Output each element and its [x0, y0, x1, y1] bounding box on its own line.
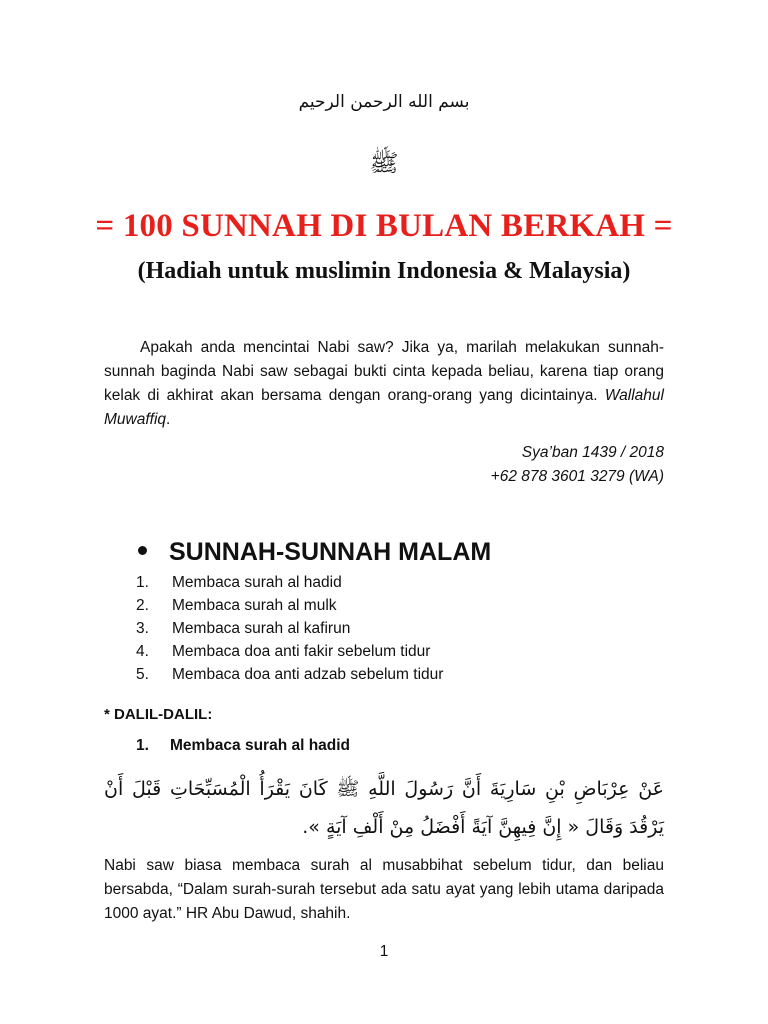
list-item-number: 2.	[136, 597, 149, 614]
list-item-text: Membaca surah al hadid	[172, 574, 342, 591]
list-item	[104, 571, 664, 594]
basmala: بسم الله الرحمن الرحيم	[298, 92, 470, 112]
list-item-text: Membaca surah al kafirun	[172, 620, 351, 637]
list-item-number: 3.	[136, 620, 149, 637]
meta-contact: +62 878 3601 3279 (WA)	[490, 468, 664, 485]
intro-closing-punct: .	[166, 411, 171, 428]
page-number: 1	[379, 943, 389, 960]
bullet-icon	[138, 546, 147, 555]
intro-closing: Wallahul Muwaffiq	[104, 387, 664, 428]
page-subtitle: (Hadiah untuk muslimin Indonesia & Malaysia)	[137, 258, 631, 284]
list-item-text: Membaca surah al mulk	[172, 597, 337, 614]
dalil-label: * DALIL-DALIL:	[104, 706, 213, 723]
section-heading-text: SUNNAH-SUNNAH MALAM	[169, 538, 492, 566]
intro-text: Apakah anda mencintai Nabi saw? Jika ya, marilah melakukan sunnah-sunnah baginda Nabi saw sebagai bukti cinta kepada beliau, karena tiap orang kelak di akhirat akan bersama dengan orang-orang yang dicintainya.	[104, 339, 664, 404]
list-item	[104, 640, 664, 663]
intro-paragraph	[104, 336, 664, 432]
dalil-item-title: Membaca surah al hadid	[170, 737, 351, 754]
hadith-translation: Nabi saw biasa membaca surah al musabbihat sebelum tidur, dan beliau bersabda, “Dalam surah-surah tersebut ada satu ayat yang lebih utama daripada 1000 ayat.” HR Abu Dawud, shahih.	[104, 857, 664, 922]
list-item	[104, 617, 664, 640]
list-item-number: 4.	[136, 643, 149, 660]
list-item-number: 1.	[136, 574, 149, 591]
dalil-item-number: 1.	[136, 737, 149, 754]
night-sunnah-list	[104, 571, 664, 686]
list-item	[104, 663, 664, 686]
dalil-item-heading	[136, 737, 350, 755]
salawat-glyph: ﷺ	[369, 149, 399, 177]
list-item	[104, 594, 664, 617]
meta-date: Sya’ban 1439 / 2018	[521, 444, 664, 461]
list-item-number: 5.	[136, 666, 149, 683]
list-item-text: Membaca doa anti fakir sebelum tidur	[172, 643, 431, 660]
arabic-hadith: عَنْ عِرْبَاضِ بْنِ سَارِيَةَ أَنَّ رَسُولَ اللَّهِ ﷺ كَانَ يَقْرَأُ الْمُسَبِّحَاتِ قَبْلَ أَنْ يَرْقُدَ وَقَالَ « إِنَّ فِيهِنَّ آيَةً أَفْضَلُ مِنْ أَلْفِ آيَةٍ ».	[104, 778, 664, 838]
list-item-text: Membaca doa anti adzab sebelum tidur	[172, 666, 444, 683]
author-meta	[104, 441, 664, 489]
section-heading	[104, 536, 664, 568]
page-title: = 100 SUNNAH DI BULAN BERKAH =	[95, 208, 673, 244]
